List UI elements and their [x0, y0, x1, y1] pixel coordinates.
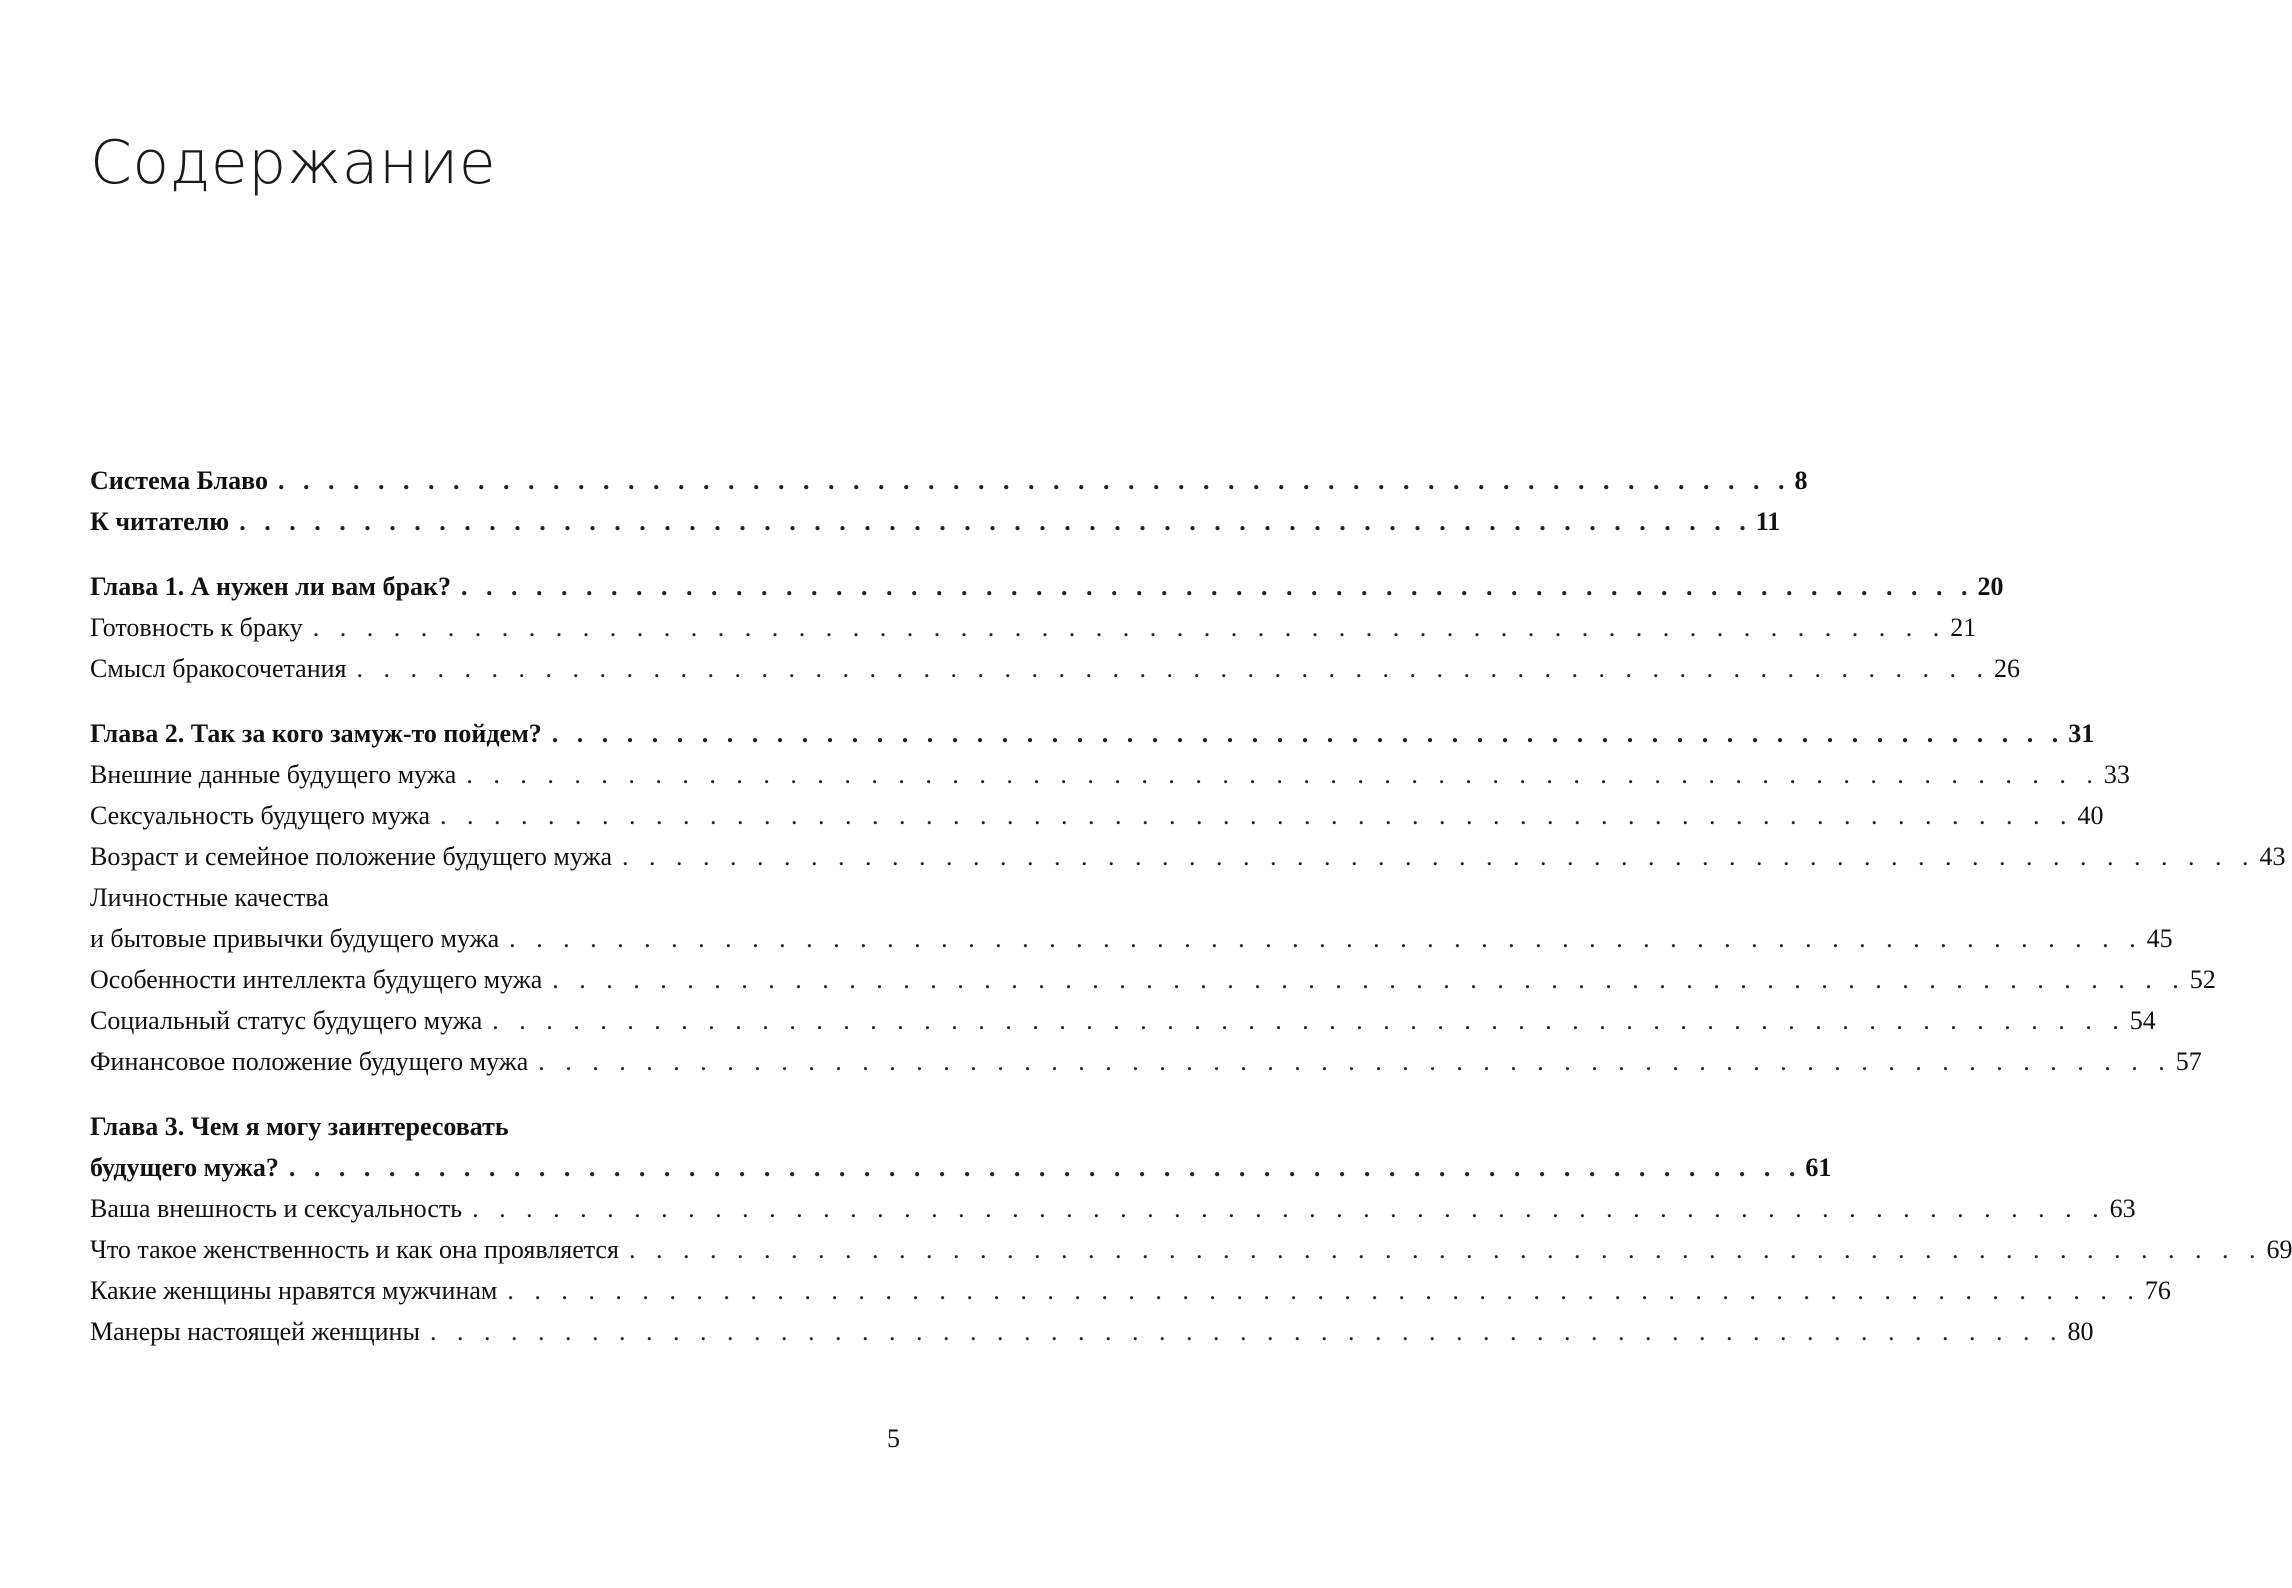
dot-leader: . . . . . . . . . . . . . . . . . . . . . . . . . . . . . . . . . . . . . . . . . . . . . . . . . . . . . . . . . . . . .	[472, 1194, 2106, 1223]
toc-chapter-2[interactable]	[90, 713, 2095, 754]
toc-entry-title: Особенности интеллекта будущего мужа	[90, 965, 543, 994]
toc-entry-title: Финансовое положение будущего мужа	[90, 1047, 529, 1076]
toc-chapter-1[interactable]	[90, 566, 2004, 607]
toc-entry-line1[interactable]	[90, 877, 885, 918]
toc-entry-page: 57	[2175, 1047, 2202, 1076]
toc-entry[interactable]	[90, 1270, 2171, 1311]
chapter-title: Глава 2. Так за кого замуж-то пойдем?	[90, 719, 542, 748]
toc-entry[interactable]	[90, 836, 2286, 877]
toc-entry-title: Какие женщины нравятся мужчинам	[90, 1276, 498, 1305]
toc-entry-title: Социальный статус будущего мужа	[90, 1006, 483, 1035]
toc-entry[interactable]	[90, 1311, 2094, 1352]
chapter-page: 61	[1805, 1153, 1832, 1182]
toc-entry[interactable]	[90, 1041, 2202, 1082]
toc-entry[interactable]	[90, 648, 2020, 689]
toc-entry-title: Сексуальность будущего мужа	[90, 801, 430, 830]
toc-entry-page: 8	[1794, 466, 1808, 495]
toc-entry-page: 54	[2129, 1006, 2156, 1035]
toc-entry-title: Ваша внешность и сексуальность	[90, 1194, 463, 1223]
toc-entry[interactable]	[90, 607, 1977, 648]
toc-entry-title: К читателю	[90, 507, 230, 536]
toc-entry-title: Смысл бракосочетания	[90, 654, 347, 683]
chapter-title-line1: Глава 3. Чем я могу заинтересовать	[90, 1112, 509, 1141]
toc-entry[interactable]	[90, 795, 2104, 836]
toc-entry-title: Манеры настоящей женщины	[90, 1317, 420, 1346]
dot-leader: . . . . . . . . . . . . . . . . . . . . . . . . . . . . . . . . . . . . . . . . . . . . . . . . . . . . . . . . . . . . .	[312, 613, 1947, 642]
toc-entry-page: 45	[2146, 924, 2173, 953]
toc-entry-title-line1: Личностные качества	[90, 883, 329, 912]
dot-leader: . . . . . . . . . . . . . . . . . . . . . . . . . . . . . . . . . . . . . . . . . . . . . . . . . . . . . . . . . . . . .	[356, 654, 1990, 683]
toc-entry-title: Что такое женственность и как она проявляется	[90, 1235, 619, 1264]
toc-entry-blavo-system[interactable]	[90, 460, 1808, 501]
dot-leader: . . . . . . . . . . . . . . . . . . . . . . . . . . . . . . . . . . . . . . . . . . . . . . . . . . . . . . . . . . . . .	[429, 1317, 2064, 1346]
toc-entry-page: 33	[2103, 760, 2130, 789]
table-of-contents	[90, 460, 2292, 1352]
toc-entry-title: Возраст и семейное положение будущего мужа	[90, 842, 612, 871]
chapter-page: 20	[1977, 572, 2004, 601]
toc-chapter-3-line1[interactable]	[90, 1106, 885, 1147]
toc-entry-title: Внешние данные будущего мужа	[90, 760, 457, 789]
chapter-title: Глава 1. А нужен ли вам брак?	[90, 572, 451, 601]
toc-chapter-3[interactable]	[90, 1147, 1832, 1188]
toc-entry-title: и бытовые привычки будущего мужа	[90, 924, 500, 953]
dot-leader: . . . . . . . . . . . . . . . . . . . . . . . . . . . . . . . . . . . . . . . . . . . . . . . . . . . . . . . . . . . . .	[552, 965, 2186, 994]
dot-leader: . . . . . . . . . . . . . . . . . . . . . . . . . . . . . . . . . . . . . . . . . . . . . . . . . . . . . . . . . . . . .	[239, 507, 1752, 536]
toc-entry-page: 26	[1994, 654, 2020, 683]
dot-leader: . . . . . . . . . . . . . . . . . . . . . . . . . . . . . . . . . . . . . . . . . . . . . . . . . . . . . . . . . . . . .	[492, 1006, 2126, 1035]
toc-entry-page: 80	[2067, 1317, 2094, 1346]
dot-leader: . . . . . . . . . . . . . . . . . . . . . . . . . . . . . . . . . . . . . . . . . . . . . . . . . . . . . . . . . . . . .	[628, 1235, 2263, 1264]
page-number: 5	[887, 1424, 900, 1453]
dot-leader: . . . . . . . . . . . . . . . . . . . . . . . . . . . . . . . . . . . . . . . . . . . . . . . . . . . . . . . . . . . . .	[538, 1047, 2172, 1076]
toc-entry[interactable]	[90, 754, 2130, 795]
toc-entry-page: 76	[2144, 1276, 2171, 1305]
chapter-title: будущего мужа?	[90, 1153, 279, 1182]
dot-leader: . . . . . . . . . . . . . . . . . . . . . . . . . . . . . . . . . . . . . . . . . . . . . . . . . . . . . . . . . . . . .	[622, 842, 2256, 871]
dot-leader: . . . . . . . . . . . . . . . . . . . . . . . . . . . . . . . . . . . . . . . . . . . . . . . . . . . . . . . . . . . . .	[460, 572, 1974, 601]
page-title: Содержание	[90, 128, 497, 198]
dot-leader: . . . . . . . . . . . . . . . . . . . . . . . . . . . . . . . . . . . . . . . . . . . . . . . . . . . . . . . . . . . . .	[466, 760, 2100, 789]
toc-entry[interactable]	[90, 1229, 2292, 1270]
toc-entry-page: 69	[2266, 1235, 2292, 1264]
toc-entry[interactable]	[90, 1188, 2136, 1229]
dot-leader: . . . . . . . . . . . . . . . . . . . . . . . . . . . . . . . . . . . . . . . . . . . . . . . . . . . . . . . . . . . . .	[551, 719, 2065, 748]
chapter-page: 31	[2068, 719, 2095, 748]
toc-entry-page: 52	[2189, 965, 2216, 994]
toc-entry-title: Система Блаво	[90, 466, 268, 495]
toc-entry-page: 21	[1950, 613, 1977, 642]
toc-entry-to-reader[interactable]	[90, 501, 1781, 542]
toc-entry-title: Готовность к браку	[90, 613, 303, 642]
dot-leader: . . . . . . . . . . . . . . . . . . . . . . . . . . . . . . . . . . . . . . . . . . . . . . . . . . . . . . . . . . . . .	[277, 466, 1791, 495]
toc-entry-page: 11	[1755, 507, 1781, 536]
toc-entry[interactable]	[90, 1000, 2156, 1041]
dot-leader: . . . . . . . . . . . . . . . . . . . . . . . . . . . . . . . . . . . . . . . . . . . . . . . . . . . . . . . . . . . . .	[507, 1276, 2141, 1305]
toc-entry[interactable]	[90, 918, 2173, 959]
dot-leader: . . . . . . . . . . . . . . . . . . . . . . . . . . . . . . . . . . . . . . . . . . . . . . . . . . . . . . . . . . . . .	[288, 1153, 1802, 1182]
toc-entry-page: 43	[2259, 842, 2286, 871]
toc-entry-page: 63	[2109, 1194, 2136, 1223]
toc-entry-page: 40	[2077, 801, 2104, 830]
toc-entry[interactable]	[90, 959, 2216, 1000]
dot-leader: . . . . . . . . . . . . . . . . . . . . . . . . . . . . . . . . . . . . . . . . . . . . . . . . . . . . . . . . . . . . .	[439, 801, 2074, 830]
dot-leader: . . . . . . . . . . . . . . . . . . . . . . . . . . . . . . . . . . . . . . . . . . . . . . . . . . . . . . . . . . . . .	[509, 924, 2143, 953]
